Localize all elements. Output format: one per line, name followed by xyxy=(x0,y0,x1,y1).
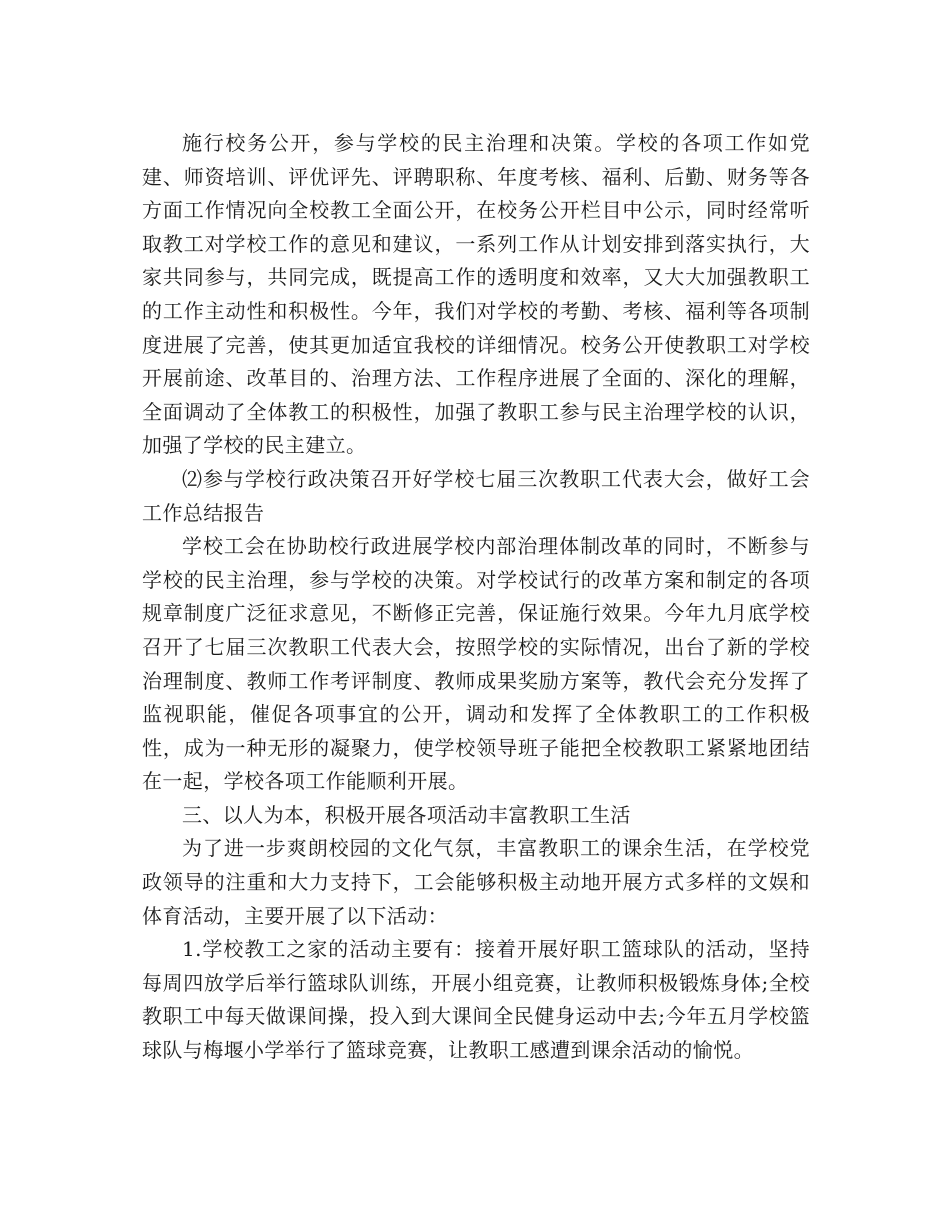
paragraph: 学校工会在协助校行政进展学校内部治理体制改革的同时，不断参与学校的民主治理，参与学校的决策。对学校试行的改革方案和制定的各项规章制度广泛征求意见，不断修正完善，保证施行效果。今年九月底学校召开了七届三次教职工代表大会，按照学校的实际情况，出台了新的学校治理制度、教师工作考评制度、教师成果奖励方案等，教代会充分发挥了监视职能，催促各项事宜的公开，调动和发挥了全体教职工的工作积极性，成为一种无形的凝聚力，使学校领导班子能把全校教职工紧紧地团结在一起，学校各项工作能顺利开展。 xyxy=(142,534,810,794)
paragraph: 为了进一步爽朗校园的文化气氛，丰富教职工的课余生活，在学校党政领导的注重和大力支持下，工会能够积极主动地开展方式多样的文娱和体育活动，主要开展了以下活动： xyxy=(142,836,810,928)
section-heading: ⑵参与学校行政决策召开好学校七届三次教职工代表大会，做好工会工作总结报告 xyxy=(142,466,810,525)
paragraph: 1.学校教工之家的活动主要有：接着开展好职工篮球队的活动，坚持每周四放学后举行篮球队训练，开展小组竞赛，让教师积极锻炼身体;全校教职工中每天做课间操，投入到大课间全民健身运动中去;今年五月学校篮球队与梅堰小学举行了篮球竞赛，让教职工感遭到课余活动的愉悦。 xyxy=(142,937,810,1063)
paragraph: 施行校务公开，参与学校的民主治理和决策。学校的各项工作如党建、师资培训、评优评先、评聘职称、年度考核、福利、后勤、财务等各方面工作情况向全校教工全面公开，在校务公开栏目中公示，同时经常听取教工对学校工作的意见和建议，一系列工作从计划安排到落实执行，大家共同参与，共同完成，既提高工作的透明度和效率，又大大加强教职工的工作主动性和积极性。今年，我们对学校的考勤、考核、福利等各项制度进展了完善，使其更加适宜我校的详细情况。校务公开使教职工对学校开展前途、改革目的、治理方法、工作程序进展了全面的、深化的理解，全面调动了全体教工的积极性，加强了教职工参与民主治理学校的认识，加强了学校的民主建立。 xyxy=(142,131,810,458)
document-body xyxy=(142,127,810,1068)
section-heading: 三、以人为本，积极开展各项活动丰富教职工生活 xyxy=(182,802,631,827)
